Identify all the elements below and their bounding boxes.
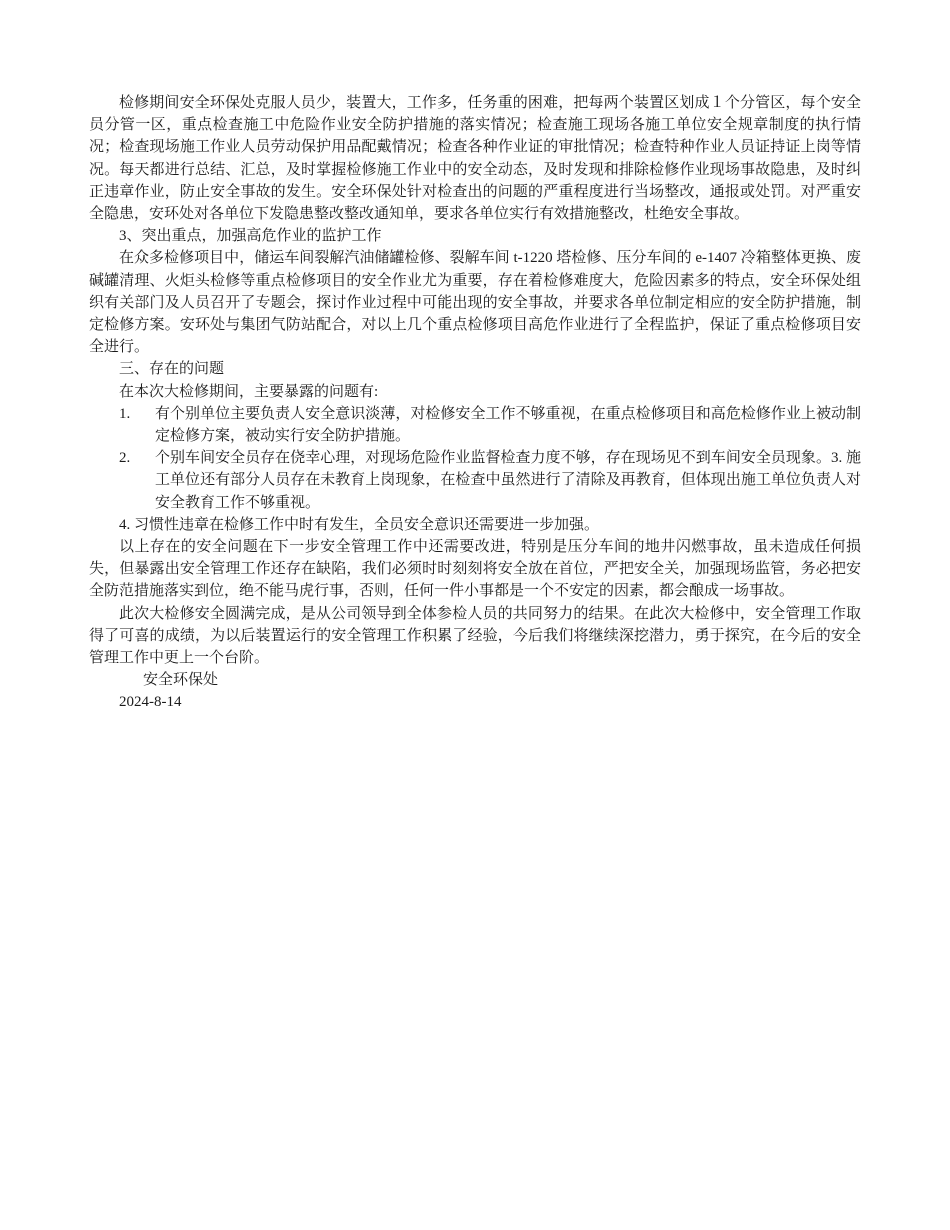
problem-item-4: 4. 习惯性违章在检修工作中时有发生，全员安全意识还需要进一步加强。 — [119, 516, 600, 533]
paragraph-conclusion: 此次大检修安全圆满完成，是从公司领导到全体参检人员的共同努力的结果。在此次大检修中，安全管理工作取得了可喜的成绩，为以后装置运行的安全管理工作积累了经验，今后我们将继续深挖潜力，勇于探究，在今后的安全管理工作中更上一个台阶。 — [89, 605, 861, 667]
problems-intro: 在本次大检修期间，主要暴露的问题有: — [119, 383, 379, 400]
heading-key-points: 3、突出重点，加强高危作业的监护工作 — [119, 228, 382, 245]
paragraph-high-risk-work: 在众多检修项目中，储运车间裂解汽油储罐检修、裂解车间 t-1220 塔检修、压分车间的 e-1407 冷箱整体更换、废碱罐清理、火炬头检修等重点检修项目的安全作业尤为重要，存在着检修难度大，危险因素多的特点，安全环保处组织有关部门及人员召开了专题会，探讨作业过程中可能出现的安全事故，并要求各单位制定相应的安全防护措施，制定检修方案。安环处与集团气防站配合，对以上几个重点检修项目高危作业进行了全程监护，保证了重点检修项目安全进行。 — [89, 250, 861, 356]
list-item-text: 个别车间安全员存在侥幸心理，对现场危险作业监督检查力度不够，存在现场见不到车间安全员现象。3. 施工单位还有部分人员存在未教育上岗现象，在检查中虽然进行了清除及再教育，但体现出施工单位负责人对安全教育工作不够重视。 — [155, 450, 861, 511]
paragraph-inspection-work: 检修期间安全环保处克服人员少，装置大，工作多，任务重的困难，把每两个装置区划成１个分管区，每个安全员分管一区，重点检查施工中危险作业安全防护措施的落实情况；检查施工现场各施工单位安全规章制度的执行情况；检查现场施工作业人员劳动保护用品配戴情况；检查各种作业证的审批情况；检查特种作业人员证持证上岗等情况。每天都进行总结、汇总，及时掌握检修施工作业中的安全动态，及时发现和排除检修作业现场事故隐患，及时纠正违章作业，防止安全事故的发生。安全环保处针对检查出的问题的严重程度进行当场整改，通报或处罚。对严重安全隐患，安环处对各单位下发隐患整改整改通知单，要求各单位实行有效措施整改，杜绝安全事故。 — [89, 95, 861, 223]
list-item-text: 有个别单位主要负责人安全意识淡薄，对检修安全工作不够重视，在重点检修项目和高危检修作业上被动制定检修方案，被动实行安全防护措施。 — [155, 405, 861, 445]
list-item-number: 1. — [119, 405, 131, 422]
problems-list — [89, 403, 861, 514]
paragraph-improvement: 以上存在的安全问题在下一步安全管理工作中还需要改进，特别是压分车间的地井闪燃事故，虽未造成任何损失，但暴露出安全管理工作还存在缺陷，我们必须时时刻刻将安全放在首位，严把安全关，加强现场监管，务必把安全防范措施落实到位，绝不能马虎行事，否则，任何一件小事都是一个不安定的因素，都会酿成一场事故。 — [89, 539, 861, 600]
list-item — [89, 403, 861, 447]
document-body — [89, 92, 861, 714]
list-item — [89, 447, 861, 514]
list-item-number: 2. — [119, 450, 131, 467]
section-heading-problems: 三、存在的问题 — [119, 361, 225, 378]
signature-department: 安全环保处 — [143, 672, 219, 689]
signature-date: 2024-8-14 — [119, 694, 182, 711]
